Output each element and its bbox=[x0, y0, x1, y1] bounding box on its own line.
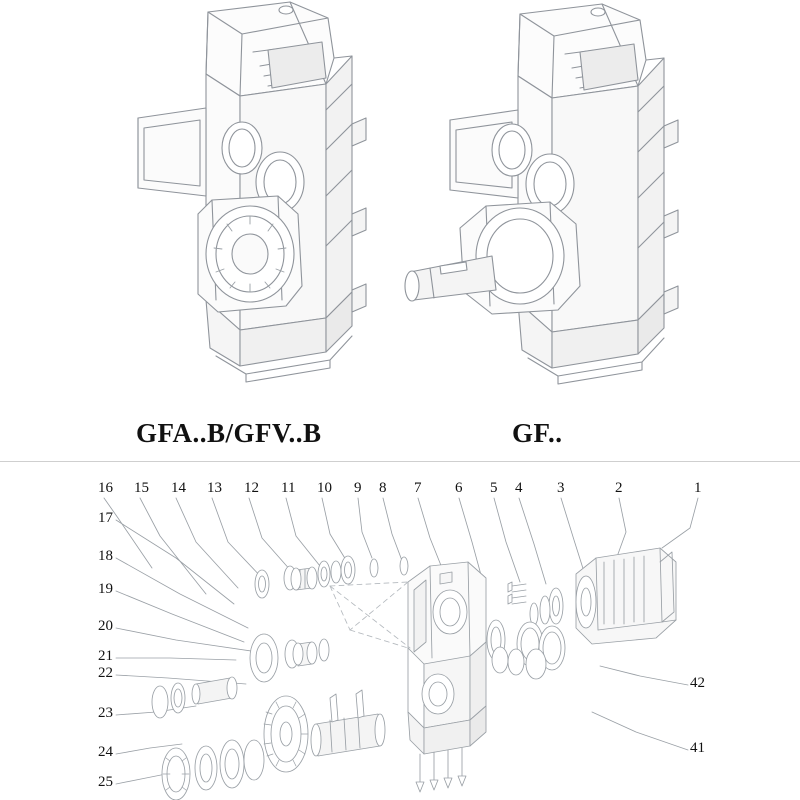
callout-7: 7 bbox=[414, 480, 422, 496]
callout-25: 25 bbox=[98, 774, 113, 790]
callout-16: 16 bbox=[98, 480, 113, 496]
assembly-drawing-gfab-gfvb bbox=[90, 0, 410, 410]
callout-12: 12 bbox=[244, 480, 259, 496]
callout-23: 23 bbox=[98, 705, 113, 721]
callout-42: 42 bbox=[690, 675, 705, 691]
callout-22: 22 bbox=[98, 665, 113, 681]
callout-4: 4 bbox=[515, 480, 523, 496]
exploded-diagram bbox=[0, 462, 800, 800]
callout-1: 1 bbox=[694, 480, 702, 496]
callout-11: 11 bbox=[281, 480, 296, 496]
callout-13: 13 bbox=[207, 480, 222, 496]
assembly-caption-right: GF.. bbox=[512, 418, 563, 448]
callout-18: 18 bbox=[98, 548, 113, 564]
callout-3: 3 bbox=[557, 480, 565, 496]
callout-6: 6 bbox=[455, 480, 463, 496]
callout-15: 15 bbox=[134, 480, 149, 496]
callout-17: 17 bbox=[98, 510, 113, 526]
assembly-caption-left: GFA..B/GFV..B bbox=[136, 418, 322, 448]
callout-14: 14 bbox=[171, 480, 186, 496]
assembly-drawing-gf bbox=[400, 0, 730, 410]
callout-24: 24 bbox=[98, 744, 113, 760]
callout-8: 8 bbox=[379, 480, 387, 496]
callout-21: 21 bbox=[98, 648, 113, 664]
callout-9: 9 bbox=[354, 480, 362, 496]
callout-5: 5 bbox=[490, 480, 498, 496]
callout-19: 19 bbox=[98, 581, 113, 597]
exploded-view-section bbox=[0, 462, 800, 800]
callout-41: 41 bbox=[690, 740, 705, 756]
callout-20: 20 bbox=[98, 618, 113, 634]
callout-10: 10 bbox=[317, 480, 332, 496]
callout-2: 2 bbox=[615, 480, 623, 496]
